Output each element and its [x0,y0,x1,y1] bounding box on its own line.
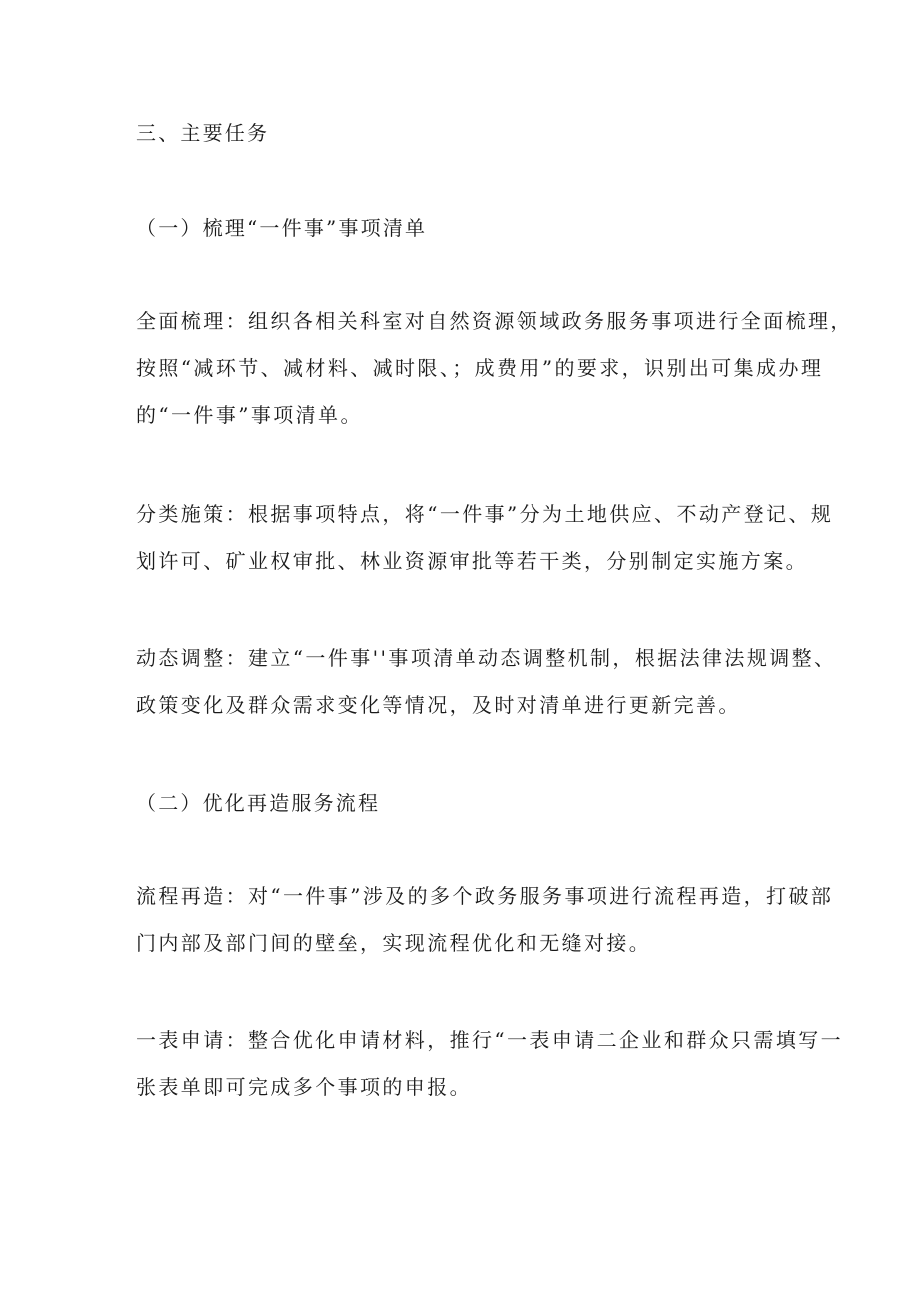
subsection-heading-1: （一）梳理“一件事”事项清单 [136,216,428,240]
paragraph-classification [136,491,834,585]
paragraph-line: 流程再造：对“一件事”涉及的多个政务服务事项进行流程再造，打破部 [136,884,834,908]
paragraph-line: 全面梳理：组织各相关科室对自然资源领域政务服务事项进行全面梳理， [136,309,853,333]
section-heading: 三、主要任务 [136,121,270,145]
paragraph-line: 动态调整：建立“一件事''事项清单动态调整机制，根据法律法规调整、 [136,646,837,670]
paragraph-line: 一表申请：整合优化申请材料，推行“一表申请二企业和群众只需填写一 [136,1028,844,1052]
paragraph-dynamic-adjustment [136,635,837,729]
paragraph-line: 的“一件事”事项清单。 [136,403,363,427]
paragraph-process-reengineering [136,873,834,967]
subsection-heading-2: （二）优化再造服务流程 [136,791,381,815]
paragraph-line: 划许可、矿业权审批、林业资源审批等若干类，分别制定实施方案。 [136,549,808,573]
paragraph-comprehensive-review [136,298,853,439]
paragraph-single-form [136,1017,844,1111]
paragraph-line: 张表单即可完成多个事项的申报。 [136,1075,472,1099]
paragraph-line: 门内部及部门间的壁垒，实现流程优化和无缝对接。 [136,931,652,955]
paragraph-line: 分类施策：根据事项特点，将“一件事”分为土地供应、不动产登记、规 [136,502,834,526]
paragraph-line: 按照“减环节、减材料、减时限、；成费用”的要求，识别出可集成办理 [136,356,824,380]
paragraph-line: 政策变化及群众需求变化等情况，及时对清单进行更新完善。 [136,693,741,717]
